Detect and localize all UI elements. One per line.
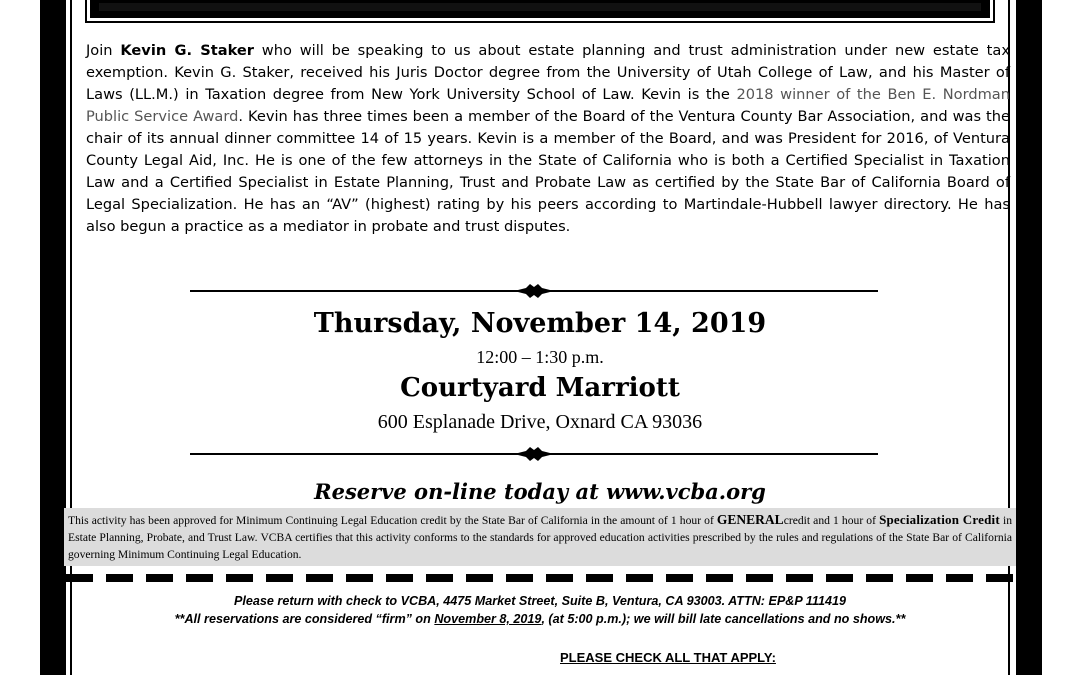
check-all-heading: PLEASE CHECK ALL THAT APPLY:: [560, 650, 776, 665]
bio-award: 2018 winner of the Ben E. Nordman Public Service Award: [86, 86, 1010, 125]
mcle-credit-notice: [64, 508, 1016, 566]
mcle-general: GENERAL: [716, 512, 784, 527]
ornament-icon: [514, 446, 554, 462]
speaker-bio: [86, 40, 1010, 238]
mcle-specialization: Specialization Credit: [879, 512, 1000, 527]
ornament-divider-bottom: [190, 446, 878, 462]
mcle-text-1: This activity has been approved for Minimum Continuing Legal Education credit by the State Bar of California in the amount of 1 hour of: [68, 514, 717, 527]
event-address: 600 Esplanade Drive, Oxnard CA 93036: [377, 411, 703, 433]
firm-text-2: , (at 5:00 p.m.); we will bill late cancellations and no shows.**: [541, 612, 906, 626]
event-venue: Courtyard Marriott: [400, 373, 680, 403]
bio-text-2: . Kevin has three times been a member of the Board of the Ventura County Bar Association, and was the chair of its annual dinner committee 14 of 15 years. Kevin is a member of the Board, and was President for 2016, of Ventura County Legal Aid, Inc. He is one of the few attorneys in the State of California who is both a Certified Specialist in Taxation Law and a Certified Specialist in Estate Planning, Trust and Probate Law as certified by the State Bar of California Board of Legal Specialization. He has an “AV” (highest) rating by his peers according to Martindale-Hubbell lawyer directory. He has also begun a practice as a mediator in probate and trust disputes.: [86, 108, 1010, 235]
mcle-text-3: in Estate Planning, Probate, and Trust Law. VCBA certifies that this activity conforms to the standards for approved education activities prescribed by the rules and regulations of the State Bar of California governing Minimum Continuing Legal Education.: [68, 514, 1012, 561]
reservation-policy: [90, 610, 990, 628]
firm-text-1: **All reservations are considered “firm” on: [174, 612, 435, 626]
ornament-icon: [514, 283, 554, 299]
reserve-online-link[interactable]: Reserve on-line today at www.vcba.org: [314, 479, 766, 504]
speaker-name: Kevin G. Staker: [120, 42, 254, 59]
event-time: 12:00 – 1:30 p.m.: [476, 347, 604, 367]
bio-text-1: who will be speaking to us about estate planning and trust administration under new estate tax exemption. Kevin G. Staker, received his Juris Doctor degree from the University of Utah College of Law, and his Master of Laws (LL.M.) in Taxation degree from New York University School of Law. Kevin is the: [86, 42, 1010, 103]
cut-line: [66, 574, 1014, 582]
return-instructions: Please return with check to VCBA, 4475 Market Street, Suite B, Ventura, CA 93003. ATTN: EP&P 111419: [234, 594, 846, 608]
ornament-divider-top: [190, 283, 878, 299]
firm-deadline: November 8, 2019: [434, 612, 542, 626]
mcle-text-2: credit and 1 hour of: [783, 514, 880, 527]
speaker-header-banner: [90, 0, 990, 18]
speaker-header-inner: [99, 3, 981, 11]
left-border-bar: [40, 0, 66, 675]
bio-intro: Join: [86, 42, 121, 59]
right-border-bar: [1016, 0, 1042, 675]
event-date: Thursday, November 14, 2019: [313, 308, 767, 339]
